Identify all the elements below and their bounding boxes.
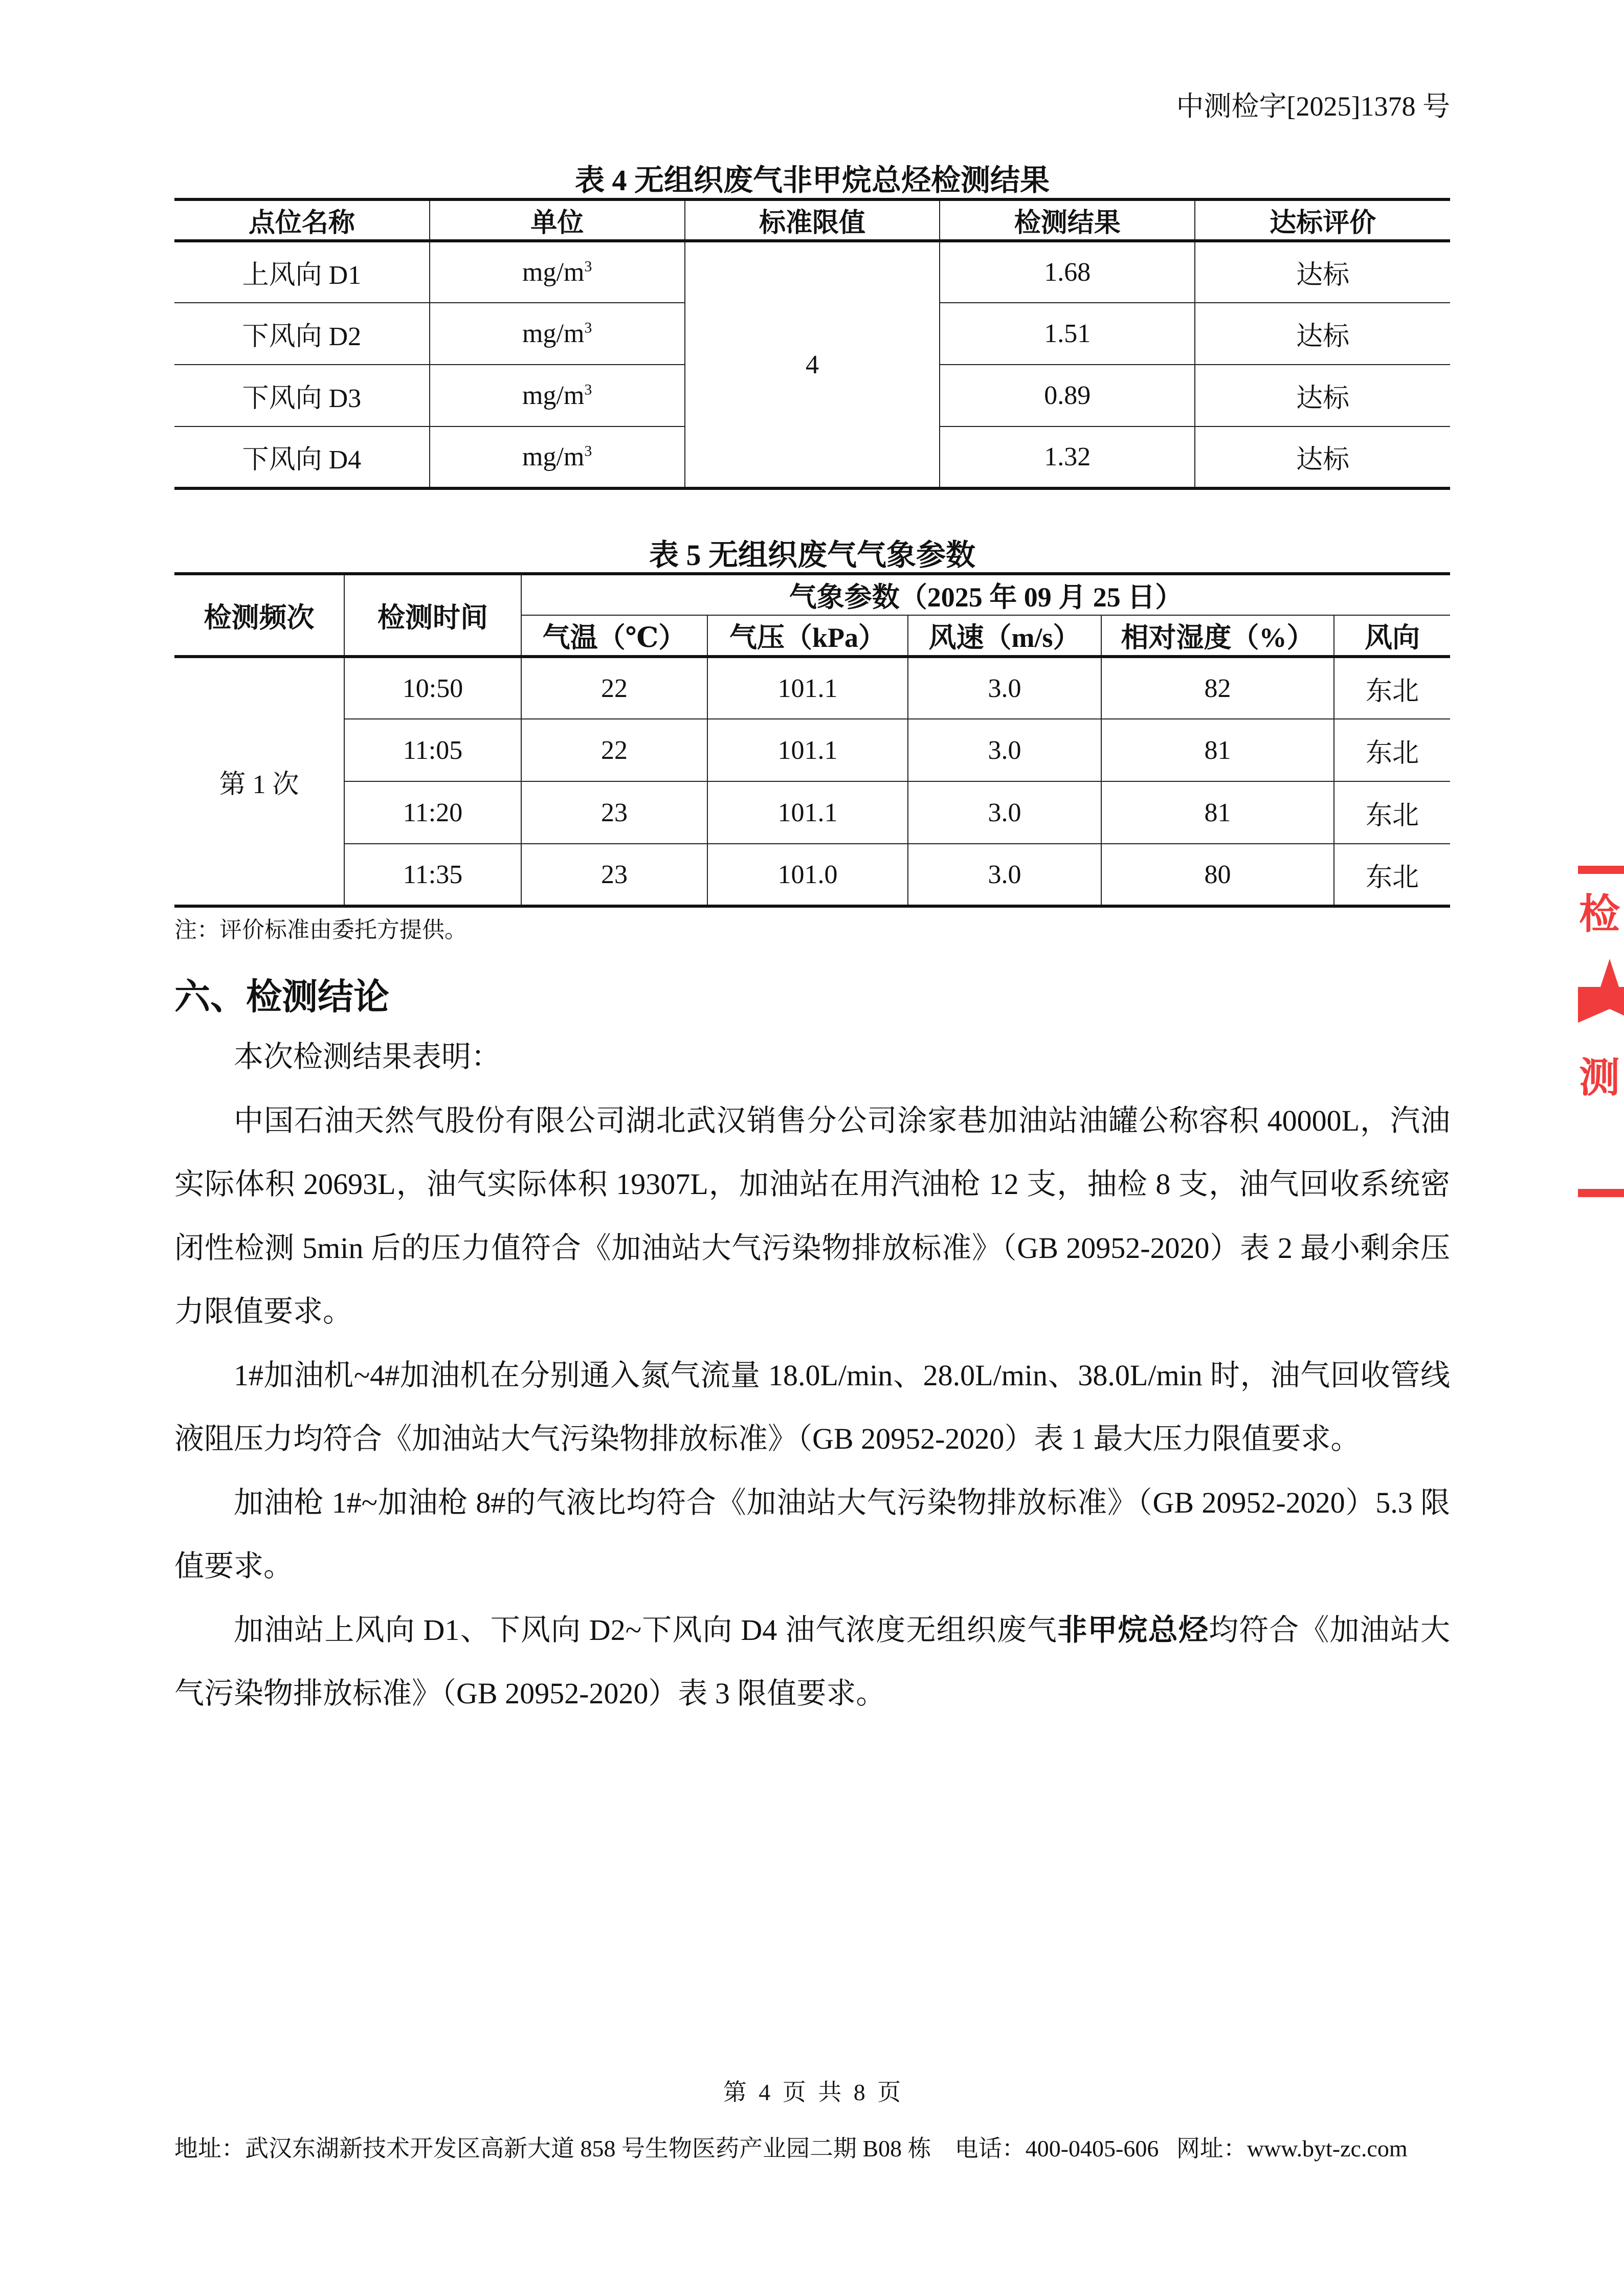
table-row: [174, 241, 1450, 303]
svg-text:检: 检: [1579, 892, 1620, 937]
time: 11:35: [344, 844, 521, 906]
col-header: 检测时间: [344, 574, 521, 657]
group-header: 气象参数（2025 年 09 月 25 日）: [521, 574, 1450, 615]
temperature: 23: [521, 844, 707, 906]
unit: $mg/m^3$: [430, 426, 685, 488]
point-name: 下风向 D4: [174, 426, 430, 488]
pressure: 101.1: [707, 781, 908, 844]
humidity: 80: [1101, 844, 1334, 906]
seal-stamp: [1578, 862, 1624, 1207]
document-number: 中测检字[2025]1378 号: [1176, 91, 1450, 122]
humidity: 81: [1101, 719, 1334, 781]
pressure: 101.0: [707, 844, 908, 906]
wind-speed: 3.0: [908, 719, 1101, 781]
section-heading: 六、检测结论: [174, 978, 389, 1017]
frequency: 第 1 次: [174, 657, 344, 906]
wind-direction: 东北: [1334, 844, 1450, 906]
table5-title: 表 5 无组织废气气象参数: [649, 538, 975, 572]
time: 10:50: [344, 657, 521, 719]
paragraph: 1#加油机~4#加油机在分别通入氮气流量 18.0L/min、28.0L/min、38.0L/min 时，油气回收管线液阻压力均符合《加油站大气污染物排放标准》（GB 20952-2020）表 1 最大压力限值要求。: [174, 1358, 1450, 1455]
table-row: [174, 844, 1450, 906]
table4-nmhc-results: [174, 198, 1450, 490]
result: 0.89: [940, 365, 1195, 426]
col-header: 检测结果: [940, 199, 1195, 241]
temperature: 22: [521, 657, 707, 719]
evaluation: 达标: [1195, 365, 1450, 426]
humidity: 81: [1101, 781, 1334, 844]
temperature: 23: [521, 781, 707, 844]
col-header: 达标评价: [1195, 199, 1450, 241]
table-note: 注：评价标准由委托方提供。: [174, 917, 467, 942]
point-name: 下风向 D3: [174, 365, 430, 426]
pressure: 101.1: [707, 657, 908, 719]
table4-title: 表 4 无组织废气非甲烷总烃检测结果: [574, 164, 1050, 197]
footer-contact: [174, 2130, 1408, 2164]
col-header: 气压（kPa）: [707, 615, 908, 657]
pressure: 101.1: [707, 719, 908, 781]
time: 11:20: [344, 781, 521, 844]
wind-speed: 3.0: [908, 844, 1101, 906]
col-header: 标准限值: [685, 199, 940, 241]
result: 1.68: [940, 241, 1195, 303]
address: 地址：武汉东湖新技术开发区高新大道 858 号生物医药产业园二期 B08 栋: [174, 2135, 931, 2162]
unit: $mg/m^3$: [430, 303, 685, 365]
col-header: 点位名称: [174, 199, 430, 241]
col-header: 单位: [430, 199, 685, 241]
result: 1.32: [940, 426, 1195, 488]
svg-text:测: 测: [1579, 1056, 1620, 1101]
wind-direction: 东北: [1334, 657, 1450, 719]
table-row: [174, 781, 1450, 844]
temperature: 22: [521, 719, 707, 781]
humidity: 82: [1101, 657, 1334, 719]
website[interactable]: 网址：www.byt-zc.com: [1176, 2135, 1408, 2162]
table5-weather-params: [174, 572, 1450, 908]
col-header: 风向: [1334, 615, 1450, 657]
page-number: 第 4 页 共 8 页: [723, 2079, 901, 2105]
evaluation: 达标: [1195, 241, 1450, 303]
paragraph: 中国石油天然气股份有限公司湖北武汉销售分公司涂家巷加油站油罐公称容积 40000L，汽油实际体积 20693L，油气实际体积 19307L，加油站在用汽油枪 12 支，抽检 8 支，油气回收系统密闭性检测 5min 后的压力值符合《加油站大气污染物排放标准》（GB 20952-2020）表 2 最小剩余压力限值要求。: [174, 1104, 1450, 1328]
wind-speed: 3.0: [908, 781, 1101, 844]
point-name: 上风向 D1: [174, 241, 430, 303]
wind-speed: 3.0: [908, 657, 1101, 719]
time: 11:05: [344, 719, 521, 781]
result: 1.51: [940, 303, 1195, 365]
evaluation: 达标: [1195, 426, 1450, 488]
wind-direction: 东北: [1334, 719, 1450, 781]
bold-term: 非甲烷总烃: [1057, 1613, 1209, 1647]
standard-limit: 4: [685, 241, 940, 488]
table-row: [174, 719, 1450, 781]
evaluation: 达标: [1195, 303, 1450, 365]
wind-direction: 东北: [1334, 781, 1450, 844]
col-header: 相对湿度（%）: [1101, 615, 1334, 657]
table-row: [174, 657, 1450, 719]
phone: 电话：400-0405-606: [954, 2135, 1159, 2162]
col-header: 检测频次: [174, 574, 344, 657]
point-name: 下风向 D2: [174, 303, 430, 365]
col-header: 气温（℃）: [521, 615, 707, 657]
unit: $mg/m^3$: [430, 241, 685, 303]
col-header: 风速（m/s）: [908, 615, 1101, 657]
paragraph: 加油枪 1#~加油枪 8#的气液比均符合《加油站大气污染物排放标准》（GB 20952-2020）5.3 限值要求。: [174, 1485, 1450, 1583]
paragraph: 加油站上风向 D1、下风向 D2~下风向 D4 油气浓度无组织废气非甲烷总烃均符合《加油站大气污染物排放标准》（GB 20952-2020）表 3 限值要求。: [174, 1613, 1450, 1710]
unit: $mg/m^3$: [430, 365, 685, 426]
conclusion-body: [174, 1025, 1450, 1726]
intro-paragraph: 本次检测结果表明：: [234, 1040, 501, 1073]
